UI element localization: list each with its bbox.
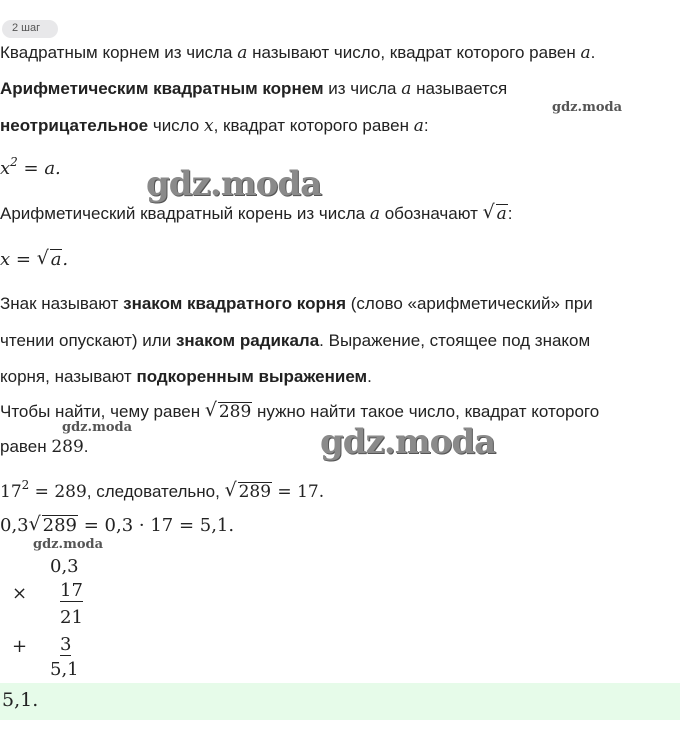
sqrt-289-3: √ 289 — [28, 513, 77, 536]
factor-1: 0,3 — [50, 556, 79, 577]
multiply-sign: × — [12, 583, 28, 604]
find-sqrt-line1: Чтобы найти, чему равен √ 289 нужно найти такое число, квадрат которого — [0, 399, 600, 422]
factor-2: 17 — [60, 580, 83, 601]
partial-product-1: 21 — [60, 607, 83, 628]
radical-sign-line1: Знак называют знаком квадратного корня (слово «арифметический» при — [0, 294, 593, 313]
equation-x-sqrt-a: x = √ a. — [0, 247, 69, 270]
sqrt-289-2: √ 289 — [224, 479, 272, 502]
notation-sentence: Арифметический квадратный корень из числа a обозначают √ a: — [0, 201, 513, 224]
definition-arithmetic-line1: Арифметическим квадратным корнем из числа a называется — [0, 79, 508, 99]
watermark-2: gdz.moda — [146, 164, 322, 204]
sqrt-a: √ a — [482, 201, 507, 224]
answer-value: 5,1. — [2, 689, 39, 711]
watermark-4: gdz.moda — [320, 422, 496, 462]
equation-x-squared: $x^2 = a$. — [0, 155, 61, 179]
step-badge: 2 шаг — [2, 20, 58, 38]
watermark-1: gdz.moda — [552, 100, 623, 115]
watermark-3: gdz.moda — [62, 420, 133, 435]
sqrt-a-2: √ a — [36, 247, 62, 270]
definition-sqrt: Квадратным корнем из числа a называют число, квадрат которого равен a. — [0, 43, 596, 63]
find-sqrt-line2: равен 289. — [0, 437, 89, 457]
radical-sign-line2: чтении опускают) или знаком радикала. Выражение, стоящее под знаком — [0, 331, 591, 350]
watermark-5: gdz.moda — [33, 537, 104, 552]
partial-product-2: 3 — [60, 634, 72, 655]
equation-result: 0,3 √ 289 = 0,3 · 17 = 5,1. — [0, 513, 235, 536]
plus-sign: + — [12, 636, 28, 657]
radical-sign-line3: корня, называют подкоренным выражением. — [0, 367, 372, 386]
answer-box — [0, 683, 680, 720]
equation-17-squared: $17^2 = 289$, следовательно, √ 289 = 17. — [0, 478, 325, 502]
definition-arithmetic-line2: неотрицательное число x, квадрат которого равен a: — [0, 116, 429, 136]
product-result: 5,1 — [50, 659, 79, 680]
sqrt-289: √ 289 — [204, 399, 252, 422]
